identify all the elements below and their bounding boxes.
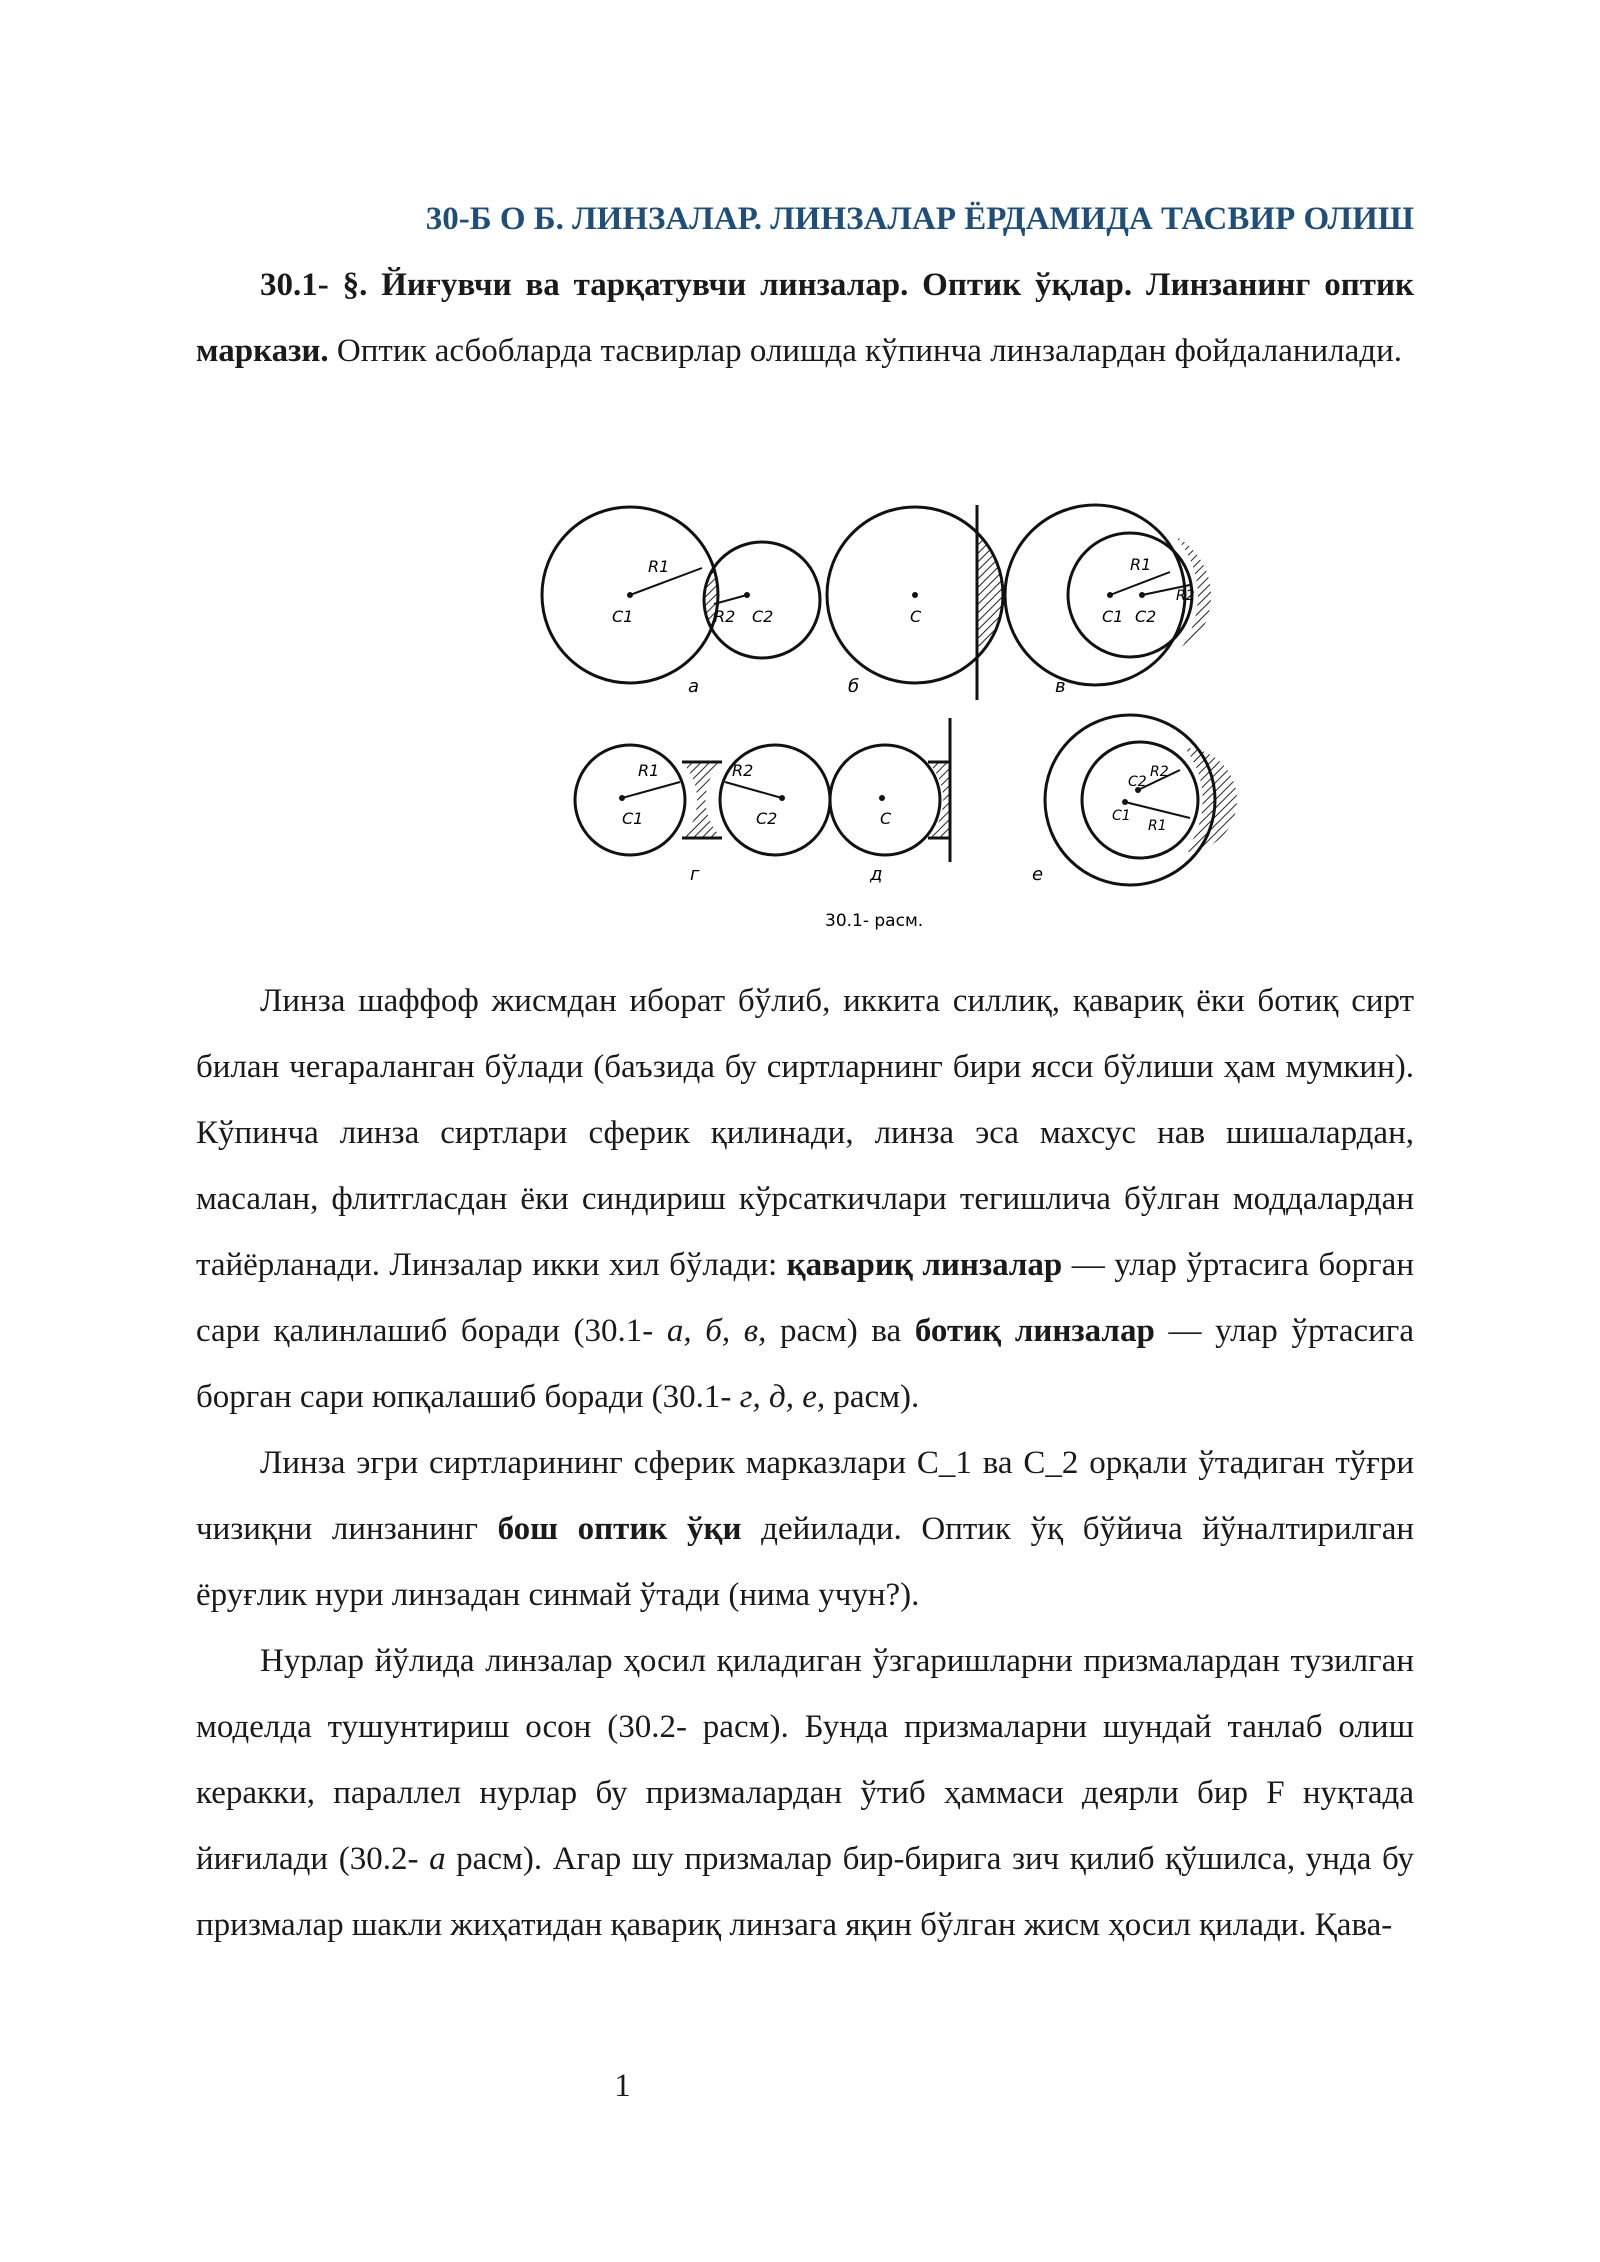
paragraph-1: [196, 968, 1414, 1430]
label-r2-e: R2: [1150, 764, 1169, 780]
panel-label-e: е: [1032, 864, 1044, 885]
p1-text-a: Линза шаффоф жисмдан иборат бўлиб, иккита силлиқ, қавариқ ёки ботиқ сирт билан чегараланган бўлади (баъзида бу сиртларнинг бири ясси бўлиши ҳам мумкин). Кўпинча линза сиртлари сферик қилинади, линза эса махсус нав шишалардан, масалан, флитгласдан ёки синдириш кўрсаткичлари тегишлича бўлган моддалардан тайёрланади. Линзалар икки хил бўлади:: [196, 983, 1414, 1283]
p1-italic-gde: г, д, е,: [739, 1379, 826, 1415]
label-c2-v: C2: [1135, 607, 1157, 626]
lens-figure: [530, 500, 1250, 960]
label-c1-e: C1: [1112, 808, 1131, 824]
label-c2-g: C2: [756, 809, 778, 828]
figure-caption: 30.1- расм.: [825, 911, 924, 931]
p1-text-i: расм).: [825, 1379, 920, 1415]
section-paragraph: [196, 252, 1414, 384]
paragraph-2: [196, 1430, 1414, 1628]
label-r1-e: R1: [1148, 818, 1167, 834]
p1-text-g: — улар ўртасига борган сари юпқалашиб боради (30.1-: [196, 1313, 1414, 1415]
label-r1: R1: [648, 557, 670, 576]
p2-text-a: Линза эгри сиртларининг сферик марказлари C_1 ва C_2 орқали ўтадиган тўғри чизиқни линзанинг: [196, 1445, 1414, 1547]
section-heading: 30.1- §. Йиғувчи ва тарқатувчи линзалар. Оптик ўқлар. Линзанинг оптик маркази.: [196, 267, 1414, 369]
label-c2-e: C2: [1128, 774, 1147, 790]
panel-label-b: б: [848, 676, 860, 697]
panel-label-a: а: [688, 676, 700, 697]
label-r1-g: R1: [638, 761, 660, 780]
p1-text-c: — улар ўртасига борган сари қалинлашиб боради (30.1-: [196, 1247, 1414, 1349]
label-c1: C1: [612, 607, 634, 626]
panel-label-g: г: [690, 864, 700, 885]
chapter-title: 30-Б О Б. ЛИНЗАЛАР. ЛИНЗАЛАР ЁРДАМИДА ТАСВИР ОЛИШ: [425, 201, 1414, 237]
panel-label-d: д: [870, 864, 883, 885]
body-text: [196, 968, 1414, 1958]
label-r1-v: R1: [1130, 555, 1152, 574]
p3-text-a: Нурлар йўлида линзалар ҳосил қиладиган ўзгаришларни призмалардан тузилган моделда тушунтириш осон (30.2- расм). Бунда призмаларни шундай танлаб олиш керакки, параллел нурлар бу призмалардан ўтиб ҳаммаси деярли бир F нуқтада йиғилади (30.2-: [196, 1643, 1414, 1877]
label-r2: R2: [714, 607, 736, 626]
label-r2-g: R2: [732, 761, 754, 780]
p3-italic-a: а: [429, 1841, 446, 1877]
p2-text-c: дейилади. Оптик ўқ бўйича йўналтирилган ёруғлик нури линзадан синмай ўтади (нима учун?).: [196, 1511, 1415, 1613]
section-intro: Оптик асбобларда тасвирлар олишда кўпинча линзалардан фойдаланилади.: [328, 333, 1402, 369]
label-c1-v: C1: [1102, 607, 1124, 626]
label-c2: C2: [752, 607, 774, 626]
label-c1-g: C1: [622, 809, 644, 828]
panel-d-planoconcave-lens: [830, 718, 950, 885]
p1-italic-abv: а, б, в,: [666, 1313, 767, 1349]
label-c-d: C: [880, 809, 892, 828]
p1-bold-convex: қавариқ линзалар: [786, 1247, 1063, 1283]
p1-bold-concave: ботиқ линзалар: [914, 1313, 1155, 1349]
panel-e-concave-meniscus-lens: [1032, 715, 1237, 885]
panel-a-biconvex-lens: [542, 507, 820, 697]
label-r2-v: R2: [1176, 588, 1195, 604]
paragraph-3: [196, 1628, 1414, 1958]
panel-g-biconcave-lens: [575, 745, 830, 885]
p2-bold-axis: бош оптик ўқи: [497, 1511, 742, 1547]
panel-label-v: в: [1055, 676, 1066, 697]
label-c-b: C: [910, 607, 922, 626]
lens-diagram: [530, 500, 1250, 960]
p3-text-c: расм). Агар шу призмалар бир-бирига зич қилиб қўшилса, унда бу призмалар шакли жиҳатидан қавариқ линзага яқин бўлган жисм ҳосил қилади. Қава-: [196, 1841, 1414, 1943]
panel-v-meniscus-lens: [1005, 505, 1211, 697]
page-number: 1: [614, 2068, 631, 2104]
p1-text-e: расм) ва: [766, 1313, 915, 1349]
